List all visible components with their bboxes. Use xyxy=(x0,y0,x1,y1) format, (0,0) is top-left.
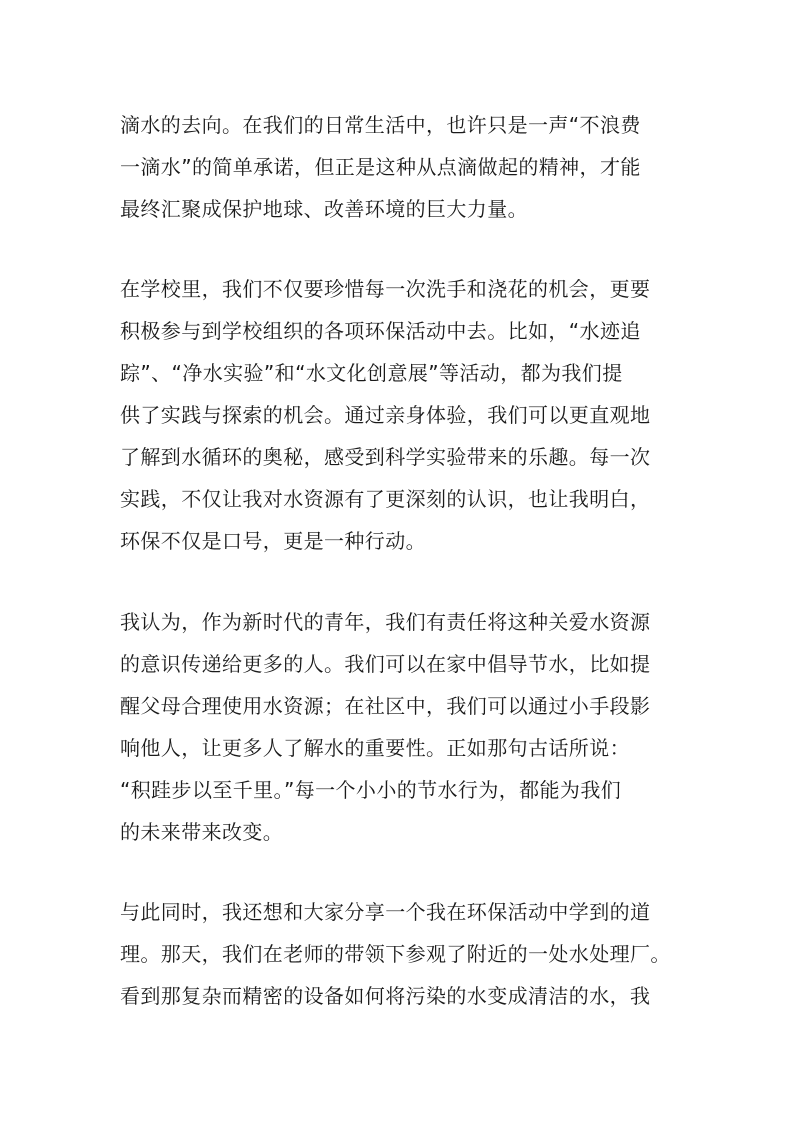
text-line: 响他人，让更多人了解水的重要性。正如那句古话所说： xyxy=(120,736,630,760)
text-line: 醒父母合理使用水资源；在社区中，我们可以通过小手段影 xyxy=(120,694,651,718)
text-line: 供了实践与探索的机会。通过亲身体验，我们可以更直观地 xyxy=(120,403,651,427)
text-line: 最终汇聚成保护地球、改善环境的巨大力量。 xyxy=(120,197,528,221)
paragraph xyxy=(120,601,690,853)
paragraph xyxy=(120,891,690,1017)
text-line: 的未来带来改变。 xyxy=(120,820,284,844)
text-line: 看到那复杂而精密的设备如何将污染的水变成清洁的水，我 xyxy=(120,984,651,1008)
text-line: 滴水的去向。在我们的日常生活中，也许只是一声“不浪费 xyxy=(120,113,641,137)
text-line: 在学校里，我们不仅要珍惜每一次洗手和浇花的机会，更要 xyxy=(120,277,651,301)
text-line: 了解到水循环的奥秘，感受到科学实验带来的乐趣。每一次 xyxy=(120,445,651,469)
text-line: 积极参与到学校组织的各项环保活动中去。比如，“水迹追 xyxy=(120,319,641,343)
text-line: 的意识传递给更多的人。我们可以在家中倡导节水，比如提 xyxy=(120,652,651,676)
text-line: 环保不仅是口号，更是一种行动。 xyxy=(120,529,426,553)
text-line: 理。那天，我们在老师的带领下参观了附近的一处水处理厂。 xyxy=(120,942,671,966)
paragraph xyxy=(120,268,690,562)
text-line: 我认为，作为新时代的青年，我们有责任将这种关爱水资源 xyxy=(120,610,651,634)
text-line: “积跬步以至千里。”每一个小小的节水行为，都能为我们 xyxy=(120,778,622,802)
text-line: 实践，不仅让我对水资源有了更深刻的认识，也让我明白， xyxy=(120,487,651,511)
paragraph xyxy=(120,104,690,230)
text-line: 一滴水”的简单承诺，但正是这种从点滴做起的精神，才能 xyxy=(120,155,641,179)
text-line: 与此同时，我还想和大家分享一个我在环保活动中学到的道 xyxy=(120,900,651,924)
text-line: 踪”、“净水实验”和“水文化创意展”等活动，都为我们提 xyxy=(120,361,623,385)
